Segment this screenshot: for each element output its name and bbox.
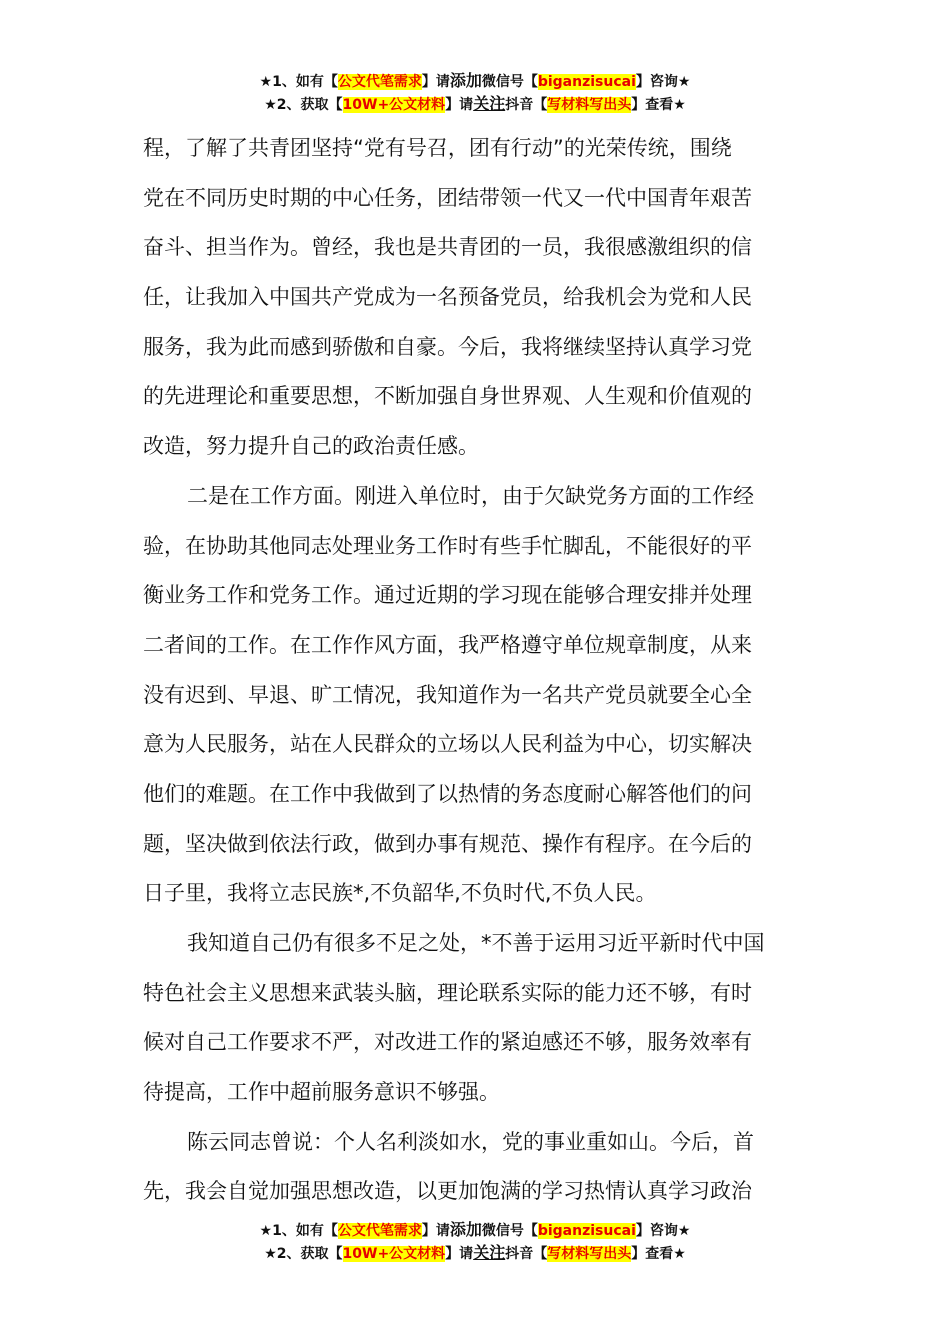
highlight-ghostwriting: 公文代笔需求 [337,74,422,90]
text-line: 他们的难题。在工作中我做到了以热情的务态度耐心解答他们的问 [143,781,752,806]
banner-line-1 [0,70,950,93]
banner-text: 】请 [421,74,450,90]
text-line: 衡业务工作和党务工作。通过近期的学习现在能够合理安排并处理 [143,583,752,608]
highlight-materials: 10W+公文材料 [342,97,446,113]
text-line: 题，坚决做到依法行政，做到办事有规范、操作有程序。在今后的 [143,831,752,856]
banner-text: 】请 [445,1246,474,1262]
text-line: 党在不同历史时期的中心任务，团结带领一代又一代中国青年艰苦 [143,185,752,210]
text-line: 我知道自己仍有很多不足之处，*不善于运用习近平新时代中国 [187,931,765,955]
text-line: 特色社会主义思想来武装头脑，理论联系实际的能力还不够，有时 [143,980,752,1005]
banner-line-2 [0,1242,950,1265]
text-line: 意为人民服务，站在人民群众的立场以人民利益为中心，切实解决 [143,732,752,757]
document-body [143,124,809,1217]
banner-text: 】查看★ [631,1246,686,1262]
banner-emphasis: 添加 [449,71,482,90]
text-line: 服务，我为此而感到骄傲和自豪。今后，我将继续坚持认真学习党 [143,334,752,359]
banner-text: ★1、如有【 [259,74,338,90]
bottom-banner [0,1219,950,1265]
text-line: 任，让我加入中国共产党成为一名预备党员，给我机会为党和人民 [143,285,752,310]
banner-emphasis: 关注 [473,94,506,113]
text-line: 的先进理论和重要思想，不断加强自身世界观、人生观和价值观的 [143,384,752,409]
highlight-ghostwriting: 公文代笔需求 [337,1223,422,1239]
text-line: 候对自己工作要求不严，对改进工作的紧迫感还不够，服务效率有 [143,1030,752,1055]
banner-text: 抖音【 [505,1246,548,1262]
banner-text: 微信号【 [481,1223,538,1239]
highlight-douyin: 写材料写出头 [547,1246,632,1262]
banner-text: 抖音【 [505,97,548,113]
highlight-materials: 10W+公文材料 [342,1246,446,1262]
text-line: 程，了解了共青团坚持“党有号召，团有行动”的光荣传统，围绕 [143,136,732,160]
text-line: 没有迟到、早退、旷工情况，我知道作为一名共产党员就要全心全 [143,682,752,707]
highlight-wechat-id: biganzisucai [537,74,636,90]
banner-text: 】咨询★ [635,74,691,90]
banner-line-2 [0,93,950,116]
highlight-wechat-id: biganzisucai [537,1223,636,1239]
banner-text: 】咨询★ [635,1223,691,1239]
text-line: 待提高，工作中超前服务意识不够强。 [143,1080,500,1105]
text-line: 改造，努力提升自己的政治责任感。 [143,434,479,459]
banner-text: 】查看★ [631,97,686,113]
text-line: 验，在协助其他同志处理业务工作时有些手忙脚乱，不能很好的平 [143,533,752,558]
banner-text: ★2、获取【 [264,1246,343,1262]
banner-text: 微信号【 [481,74,538,90]
banner-emphasis: 添加 [449,1220,482,1239]
text-line: 先，我会自觉加强思想改造，以更加饱满的学习热情认真学习政治 [143,1179,752,1204]
text-line: 陈云同志曾说：个人名利淡如水，党的事业重如山。今后，首 [187,1129,754,1154]
text-line: 二者间的工作。在工作作风方面，我严格遵守单位规章制度，从来 [143,632,752,657]
text-line: 二是在工作方面。刚进入单位时，由于欠缺党务方面的工作经 [187,483,754,508]
text-line: 奋斗、担当作为。曾经，我也是共青团的一员，我很感激组织的信 [143,235,752,260]
top-banner [0,70,950,116]
banner-text: 】请 [445,97,474,113]
banner-text: ★2、获取【 [264,97,343,113]
banner-text: 】请 [421,1223,450,1239]
banner-text: ★1、如有【 [259,1223,338,1239]
text-line: 日子里，我将立志民族*,不负韶华,不负时代,不负人民。 [143,881,657,906]
banner-emphasis: 关注 [473,1243,506,1262]
highlight-douyin: 写材料写出头 [547,97,632,113]
banner-line-1 [0,1219,950,1242]
